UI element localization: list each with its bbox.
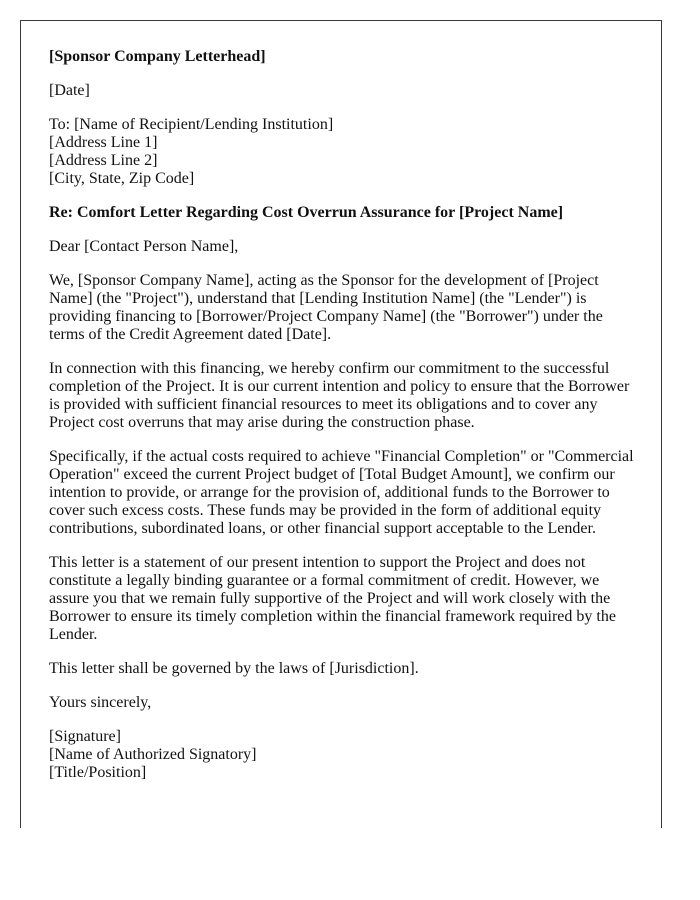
body-paragraph-commitment: In connection with this financing, we hereby confirm our commitment to the successful completion of the Project. It is our current intention and policy to ensure that the Borrower is provided with sufficient financial resources to meet its obligations and to cover any Project cost overruns that may arise during the construction phase. [49, 360, 630, 431]
body-paragraph-overrun-funding: Specifically, if the actual costs required to achieve "Financial Completion" or "Commercial Operation" exceed the current Project budget of [Total Budget Amount], we confirm our intention to provide, or arrange for the provision of, additional funds to the Borrower to cover such excess costs. These funds may be provided in the form of additional equity contributions, subordinated loans, or other financial support acceptable to the Lender. [49, 448, 634, 537]
recipient-name: To: [Name of Recipient/Lending Institution] [49, 116, 334, 133]
body-paragraph-disclaimer: This letter is a statement of our present intention to support the Project and does not constitute a legally binding guarantee or a formal commitment of credit. However, we assure you that we remain fully supportive of the Project and will work closely with the Borrower to ensure its timely completion within the financial framework required by the Lender. [49, 554, 616, 643]
letter-date: [Date] [49, 82, 90, 99]
recipient-block [49, 116, 639, 188]
body-paragraph-governing-law: This letter shall be governed by the laws of [Jurisdiction]. [49, 660, 419, 677]
recipient-address-line-1: [Address Line 1] [49, 134, 158, 151]
signatory-title: [Title/Position] [49, 764, 147, 781]
body-paragraph-intro: We, [Sponsor Company Name], acting as the Sponsor for the development of [Project Name] (the "Project"), understand that [Lending Institution Name] (the "Lender") is providing financing to [Borrower/Project Company Name] (the "Borrower") under the terms of the Credit Agreement dated [Date]. [49, 272, 603, 343]
signature-block [49, 728, 639, 782]
recipient-city-state-zip: [City, State, Zip Code] [49, 170, 195, 187]
signature-placeholder: [Signature] [49, 728, 121, 745]
subject-line: Re: Comfort Letter Regarding Cost Overrun Assurance for [Project Name] [49, 204, 564, 221]
recipient-address-line-2: [Address Line 2] [49, 152, 158, 169]
signatory-name: [Name of Authorized Signatory] [49, 746, 257, 763]
closing: Yours sincerely, [49, 694, 152, 711]
salutation: Dear [Contact Person Name], [49, 238, 239, 255]
letterhead: [Sponsor Company Letterhead] [49, 48, 266, 65]
letter-document [20, 20, 662, 828]
